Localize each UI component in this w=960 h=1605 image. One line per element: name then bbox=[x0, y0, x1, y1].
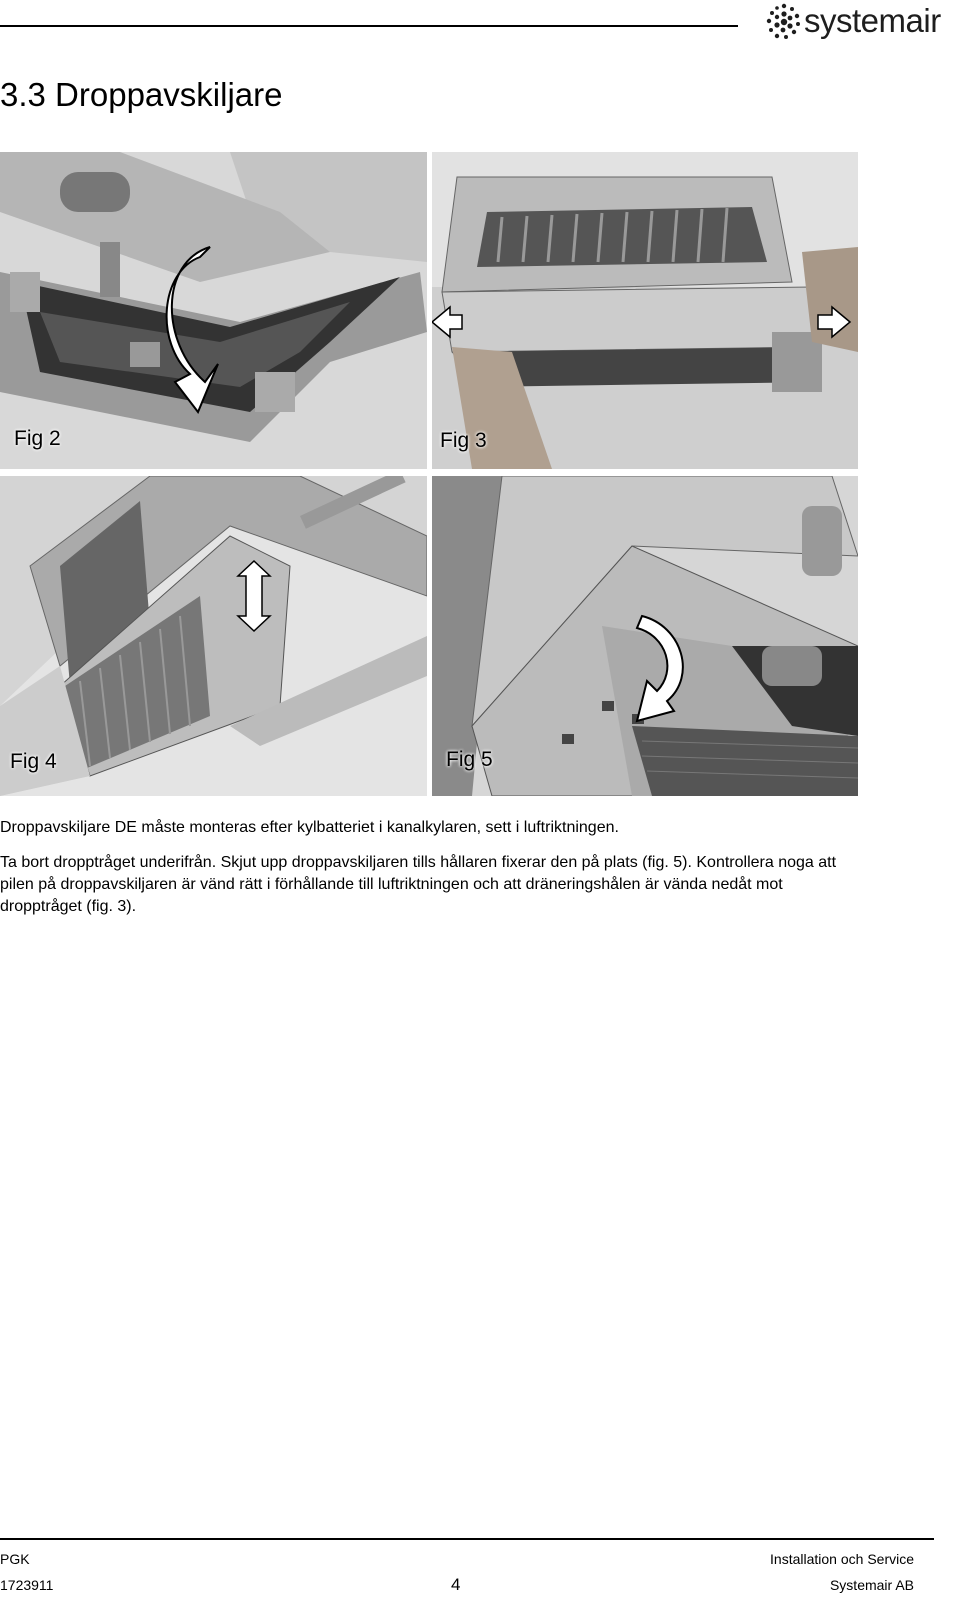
figure-5-label: Fig 5 bbox=[446, 748, 493, 771]
section-title: 3.3 Droppavskiljare bbox=[0, 76, 283, 113]
footer-rule bbox=[0, 1538, 934, 1540]
figure-5-photo bbox=[432, 476, 858, 796]
body-paragraph-1: Droppavskiljare DE måste monteras efter kylbatteriet i kanalkylaren, sett i luftriktningen. bbox=[0, 819, 619, 836]
footer-doc-number: 1723911 bbox=[0, 1577, 54, 1593]
brand-name: systemair bbox=[804, 2, 941, 39]
footer-company: Systemair AB bbox=[829, 1577, 914, 1593]
figure-2-photo bbox=[0, 152, 427, 469]
figure-2-label: Fig 2 bbox=[14, 427, 61, 450]
footer-product: PGK bbox=[0, 1551, 30, 1567]
figure-4-label: Fig 4 bbox=[10, 750, 57, 773]
figure-3-photo bbox=[432, 152, 858, 469]
footer-page-number: 4 bbox=[451, 1575, 461, 1594]
footer-doc-type: Installation och Service bbox=[770, 1551, 914, 1567]
systemair-logo bbox=[766, 0, 960, 44]
logo-dots-icon bbox=[766, 2, 802, 42]
header-rule bbox=[0, 25, 738, 27]
body-paragraph-2: Ta bort dropptråget underifrån. Skjut upp droppavskiljaren tills hållaren fixerar den på plats (fig. 5). Kontrollera noga att pilen på droppavskiljaren är vänd rätt i förhållande till luftriktningen och att dräneringshålen är vända nedåt mot dropptråget (fig. 3). bbox=[0, 854, 837, 915]
figure-4-photo bbox=[0, 476, 427, 796]
figure-3-label: Fig 3 bbox=[440, 429, 487, 452]
